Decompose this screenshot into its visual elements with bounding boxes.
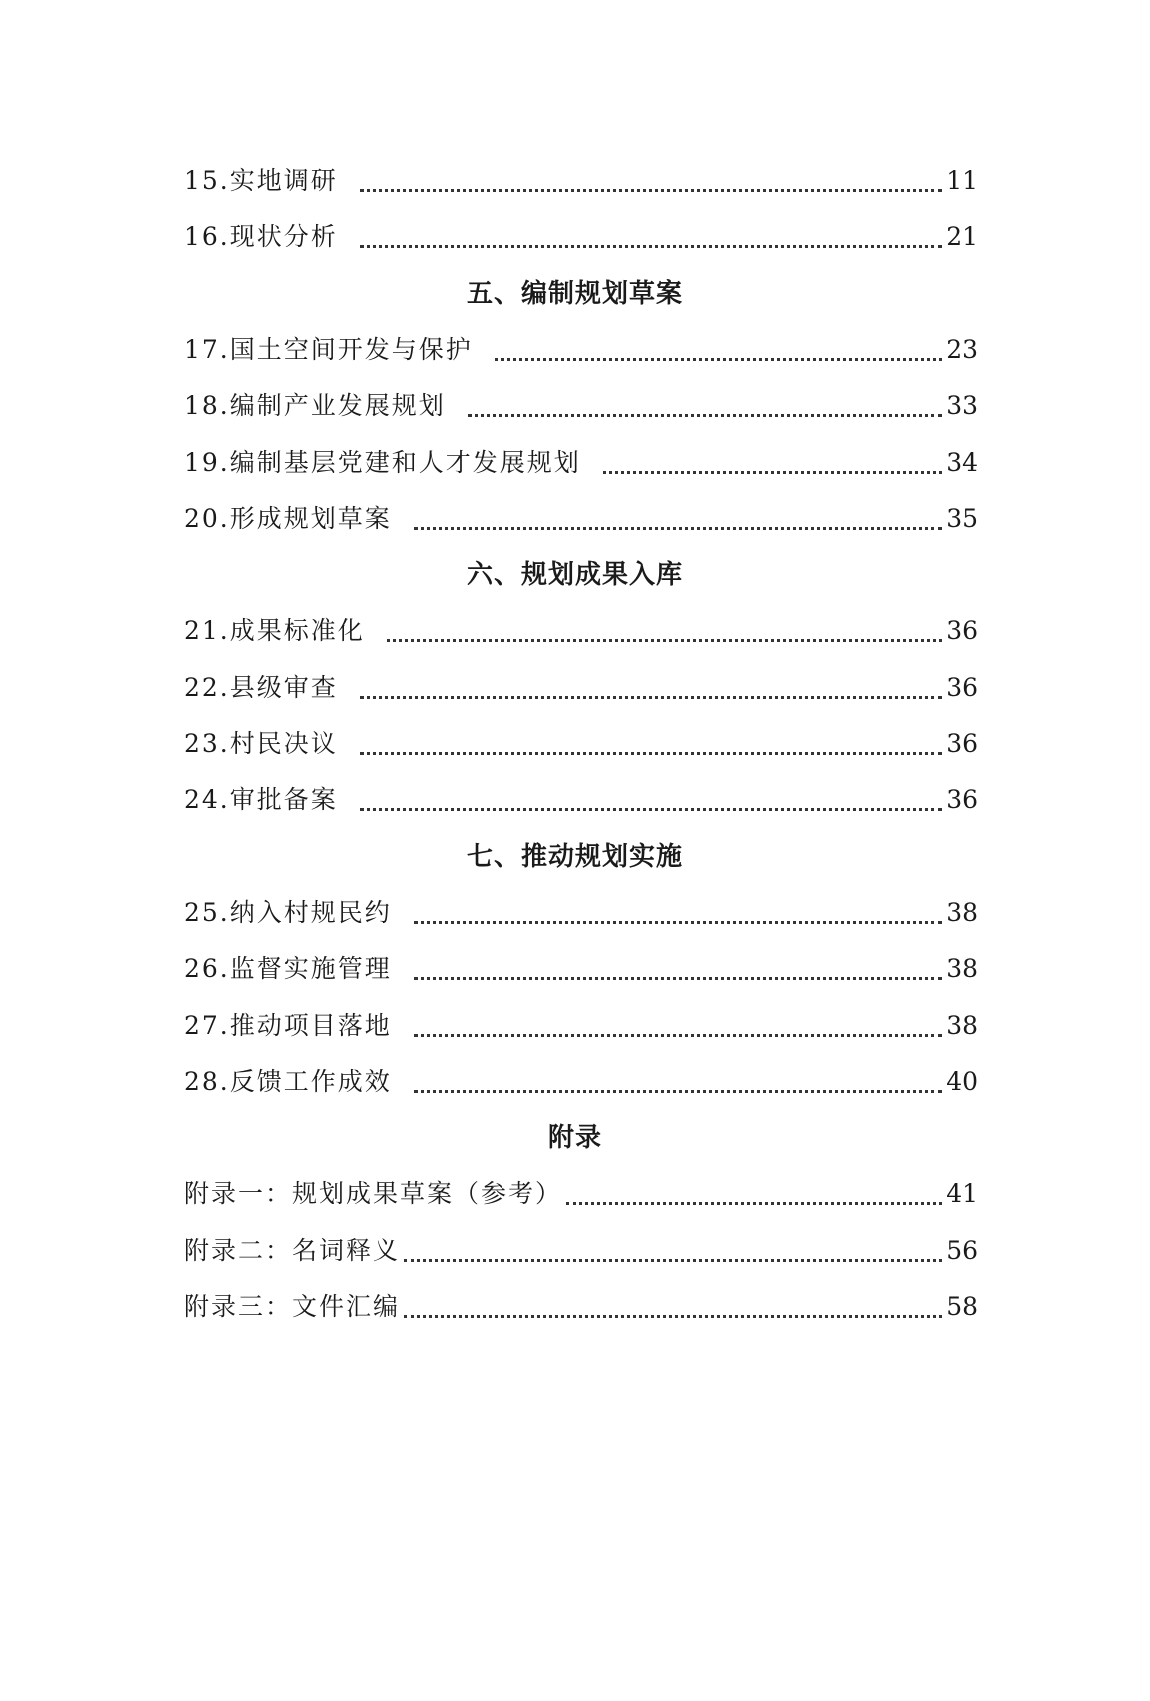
- dot-leader: [360, 696, 942, 699]
- toc-page-number: 35: [946, 504, 978, 533]
- toc-entry[interactable]: [184, 666, 978, 710]
- toc-entry-title: 附录一：规划成果草案（参考）: [184, 1179, 563, 1208]
- toc-entry[interactable]: [184, 1060, 978, 1104]
- section-heading: 五、编制规划草案: [466, 279, 683, 309]
- appendix-entry[interactable]: [184, 1172, 978, 1216]
- dot-leader: [360, 245, 942, 248]
- dot-leader: [387, 639, 942, 642]
- toc-entry[interactable]: [184, 947, 978, 991]
- toc-page-number: 23: [946, 335, 978, 364]
- section-heading: 附录: [547, 1123, 602, 1153]
- toc-page-number: 41: [946, 1179, 978, 1208]
- toc-entry[interactable]: [184, 891, 978, 935]
- dot-leader: [414, 921, 942, 924]
- dot-leader: [360, 752, 942, 755]
- appendix-entry[interactable]: [184, 1285, 978, 1329]
- dot-leader: [414, 1090, 942, 1093]
- toc-page-number: 40: [946, 1067, 978, 1096]
- toc-entry-title: 27.推动项目落地: [184, 1011, 392, 1040]
- toc-entry-title: 25.纳入村规民约: [184, 898, 392, 927]
- toc-entry-title: 15.实地调研: [184, 166, 338, 195]
- dot-leader: [468, 414, 942, 417]
- toc-page-number: 11: [946, 166, 978, 195]
- toc-entry[interactable]: [184, 609, 978, 653]
- toc-page-number: 33: [946, 391, 978, 420]
- section-heading: 六、规划成果入库: [466, 560, 683, 590]
- dot-leader: [566, 1202, 942, 1205]
- toc-entry-title: 24.审批备案: [184, 785, 338, 814]
- toc-entry[interactable]: [184, 778, 978, 822]
- dot-leader: [603, 471, 942, 474]
- toc-entry-title: 22.县级审查: [184, 673, 338, 702]
- toc-entry-title: 23.村民决议: [184, 729, 338, 758]
- toc-entry-title: 18.编制产业发展规划: [184, 391, 446, 420]
- toc-entry-title: 19.编制基层党建和人才发展规划: [184, 448, 581, 477]
- appendix-entry[interactable]: [184, 1229, 978, 1273]
- toc-page-number: 38: [946, 898, 978, 927]
- dot-leader: [360, 808, 942, 811]
- dot-leader: [414, 1034, 942, 1037]
- toc-entry-title: 28.反馈工作成效: [184, 1067, 392, 1096]
- toc-page-number: 38: [946, 1011, 978, 1040]
- dot-leader: [495, 358, 942, 361]
- toc-entry[interactable]: [184, 215, 978, 259]
- dot-leader: [360, 189, 942, 192]
- dot-leader: [414, 977, 942, 980]
- toc-entry[interactable]: [184, 1004, 978, 1048]
- toc-page-number: 38: [946, 954, 978, 983]
- toc-entry-title: 16.现状分析: [184, 222, 338, 251]
- toc-page-number: 36: [946, 616, 978, 645]
- toc-entry[interactable]: [184, 441, 978, 485]
- toc-page-number: 34: [946, 448, 978, 477]
- dot-leader: [404, 1259, 942, 1262]
- toc-entry[interactable]: [184, 497, 978, 541]
- toc-page-number: 36: [946, 785, 978, 814]
- toc-entry-title: 17.国土空间开发与保护: [184, 335, 473, 364]
- toc-entry-title: 附录三：文件汇编: [184, 1292, 401, 1321]
- toc-entry[interactable]: [184, 328, 978, 372]
- toc-entry-title: 附录二：名词释义: [184, 1236, 401, 1265]
- section-heading: 七、推动规划实施: [466, 842, 683, 872]
- toc-entry[interactable]: [184, 159, 978, 203]
- toc-entry[interactable]: [184, 384, 978, 428]
- toc-page-number: 36: [946, 729, 978, 758]
- toc-page-number: 58: [946, 1292, 978, 1321]
- toc-page-number: 56: [946, 1236, 978, 1265]
- toc-entry-title: 20.形成规划草案: [184, 504, 392, 533]
- dot-leader: [404, 1315, 942, 1318]
- toc-page-number: 36: [946, 673, 978, 702]
- toc-entry-title: 21.成果标准化: [184, 616, 365, 645]
- toc-page-number: 21: [946, 222, 978, 251]
- dot-leader: [414, 527, 942, 530]
- toc-entry-title: 26.监督实施管理: [184, 954, 392, 983]
- toc-entry[interactable]: [184, 722, 978, 766]
